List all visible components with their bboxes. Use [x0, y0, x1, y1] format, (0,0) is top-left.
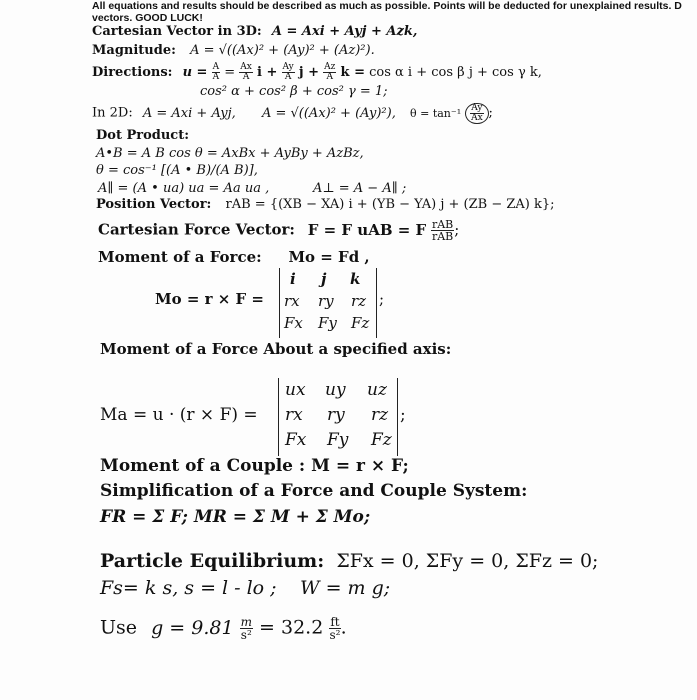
det2-r1c3: uz — [367, 380, 387, 400]
u-lhs: u = — [182, 65, 208, 80]
frac-ay: $\frac{Ay}{A}$ — [282, 62, 294, 82]
axis-determinant — [278, 378, 398, 456]
frac-az: $\frac{Az}{A}$ — [324, 62, 336, 82]
intro-line-1: All equations and results should be described as much as possible. Points will be deducted for unexplained results. D — [92, 0, 682, 12]
equilibrium-eq: ΣFx = 0, ΣFy = 0, ΣFz = 0; — [336, 550, 599, 572]
simplification-eq: FR = Σ F; MR = Σ M + Σ Mo; — [100, 507, 371, 527]
equilibrium-label: Particle Equilibrium: — [100, 550, 325, 572]
simplification-heading: Simplification of a Force and Couple System: — [100, 481, 528, 501]
frac-ax: $\frac{Ax}{A}$ — [240, 62, 252, 82]
moment-eq: Mo = Fd , — [288, 248, 370, 266]
det2-r2c1: rx — [285, 405, 303, 425]
moment-row — [98, 248, 370, 266]
det2-r3c1: Fx — [285, 430, 307, 450]
det2-r1c1: ux — [285, 380, 306, 400]
det1-r3c2: Fy — [318, 314, 337, 332]
det1-r1c2: j — [321, 270, 327, 288]
position-row — [96, 197, 555, 212]
dot-line-3b: A⊥ = A − A∥ ; — [313, 181, 407, 196]
det1-r3c1: Fx — [284, 314, 303, 332]
dir-term-4: cos α i + — [369, 65, 428, 80]
det1-r2c1: rx — [284, 292, 300, 310]
moment-end: ; — [379, 290, 385, 308]
dot-line-2: θ = cos⁻¹ [(A • B)/(A B)], — [96, 163, 258, 178]
axis-end: ; — [400, 405, 406, 425]
cartesian-row — [92, 24, 417, 39]
det1-r2c2: ry — [318, 292, 334, 310]
det2-r3c3: Fz — [371, 430, 392, 450]
intro-line-2: vectors. GOOD LUCK! — [92, 12, 203, 24]
det1-r1c3: k — [350, 270, 361, 288]
dir-term-3: k = — [340, 65, 365, 80]
force-label: Cartesian Force Vector: — [98, 220, 295, 239]
twod-row: In 2D: A = Axi + Ayj, A = √((Ax)² + (Ay)²), θ = tan⁻¹ $\frac{Ay}{Ax}$ ; — [92, 103, 493, 123]
det2-r3c2: Fy — [327, 430, 349, 450]
twod-mag: A = √((Ax)² + (Ay)²), — [261, 105, 396, 121]
magnitude-label: Magnitude: — [92, 43, 176, 58]
twod-label: In 2D: — [92, 105, 133, 121]
axis-lhs: Ma = u · (r × F) = — [100, 405, 258, 425]
spring-eq: Fs= k s, s = l - lo ; — [100, 577, 277, 599]
dot-line-3a: A∥ = (A • ua) ua = Aa ua , — [98, 181, 270, 196]
moment-cross-lhs: Mo = r × F = — [155, 290, 264, 308]
force-row: Cartesian Force Vector: F = F uAB = F $\frac{\text{rAB}}{\text{rAB}}$ ; — [98, 218, 460, 243]
dot-heading: Dot Product: — [96, 128, 190, 143]
position-eq: rAB = {(XB − XA) i + (YB − YA) j + (ZB − ZA) k}; — [225, 197, 555, 212]
g-eq2: = 32.2 — [259, 616, 324, 639]
twod-oval: $\frac{Ay}{Ax}$ — [465, 103, 488, 124]
dir-term-2: j + — [298, 65, 319, 80]
det1-r3c3: Fz — [351, 314, 370, 332]
magnitude-row — [92, 43, 375, 58]
gravity-row: Use g = 9.81 $\frac{m}{\text{s²}}$ = 32.2 $\frac{ft}{\text{s²}}$ . — [100, 615, 347, 642]
dir-term-5: cos β j + — [431, 65, 488, 80]
magnitude-eq: A = √((Ax)² + (Ay)² + (Az)²). — [190, 43, 375, 58]
directions-row: Directions: u = $\frac{A}{A}$ = $\frac{Ax}{A}$ i + $\frac{Ay}{A}$ j + $\frac{Az}{A}$ k = cos α i + cos β j + cos γ k, — [92, 62, 542, 82]
position-label: Position Vector: — [96, 197, 212, 212]
g-frac-imperial: $\frac{ft}{\text{s²}}$ — [329, 615, 341, 642]
cartesian-heading: Cartesian Vector in 3D: — [92, 24, 262, 39]
twod-eq: A = Axi + Ayj, — [142, 105, 236, 121]
det2-r2c3: rz — [371, 405, 389, 425]
use-label: Use — [100, 616, 138, 639]
weight-eq: W = m g; — [300, 577, 391, 599]
det1-r2c3: rz — [351, 292, 367, 310]
couple-line: Moment of a Couple : M = r × F; — [100, 456, 409, 476]
equilibrium-row — [100, 550, 598, 572]
det2-r1c2: uy — [325, 380, 346, 400]
directions-label: Directions: — [92, 65, 173, 80]
twod-theta: θ = tan⁻¹ — [410, 106, 462, 120]
frac-a-over-a: $\frac{A}{A}$ — [212, 62, 220, 82]
dir-term-1: i + — [257, 65, 278, 80]
det2-r2c2: ry — [327, 405, 345, 425]
moment-label: Moment of a Force: — [98, 248, 262, 266]
dir-term-6: cos γ k, — [492, 65, 542, 80]
g-frac-metric: $\frac{m}{\text{s²}}$ — [240, 615, 252, 642]
g-eq: g = 9.81 — [151, 616, 234, 639]
cos-identity: cos² α + cos² β + cos² γ = 1; — [200, 84, 388, 99]
force-frac: $\frac{\text{rAB}}{\text{rAB}}$ — [431, 218, 454, 243]
force-eq: F = F uAB = F — [307, 220, 427, 239]
det1-r1c1: i — [290, 270, 296, 288]
cartesian-eq: A = Axi + Ayj + Azk, — [271, 24, 418, 39]
dot-line-1: A•B = A B cos θ = AxBx + AyBy + AzBz, — [96, 146, 364, 161]
moment-determinant — [279, 268, 377, 338]
axis-heading: Moment of a Force About a specified axis: — [100, 340, 452, 358]
